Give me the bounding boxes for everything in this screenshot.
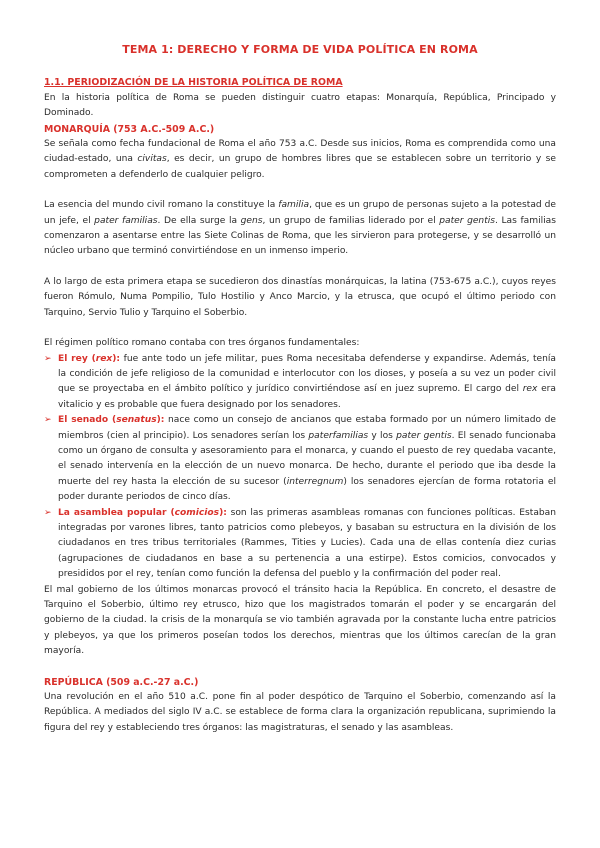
arrow-bullet-icon: ➢ xyxy=(44,353,52,364)
organs-list xyxy=(44,352,556,583)
republica-heading: REPÚBLICA (509 a.C.-27 a.C.) xyxy=(44,676,199,688)
list-item-rey: ➢ El rey (rex): fue ante todo un jefe militar, pues Roma necesitaba defenderse y expandirse. Además, tenía la condición de jefe religioso de la comunidad e interlocutor con los dioses, y poseía a su vez un poder civil que se proyectaba en el ámbito político y jurídico convirtiéndose así en juez supremo. El cargo del rex era vitalicio y es probable que fuera designado por los senadores. xyxy=(44,353,557,410)
monarquia-paragraph-3: A lo largo de esta primera etapa se sucedieron dos dinastías monárquicas, la latina (753-675 a.C.), cuyos reyes fueron Rómulo, Numa Pompilio, Tulo Hostilio y Anco Marcio, y la etrusca, que ocupó el último periodo con Tarquino, Servio Tulio y Tarquino el Soberbio. xyxy=(44,276,556,318)
monarquia-heading: MONARQUÍA (753 A.C.-509 A.C.) xyxy=(44,123,215,135)
term-rey: El rey (rex): xyxy=(58,353,121,364)
republica-paragraph-1: Una revolución en el año 510 a.C. pone fin al poder despótico de Tarquino el Soberbio, comenzando así la República. A mediados del siglo IV a.C. se establece de forma clara la organización republicana, suprimiendo la figura del rey y estableciendo tres órganos: las magistraturas, el senado y las asambleas. xyxy=(44,692,556,733)
arrow-bullet-icon: ➢ xyxy=(44,415,52,426)
document-title: TEMA 1: DERECHO Y FORMA DE VIDA POLÍTICA EN ROMA xyxy=(122,43,478,56)
monarquia-paragraph-1: Se señala como fecha fundacional de Roma el año 753 a.C. Desde sus inicios, Roma es comprendida como una ciudad-estado, una civitas, es decir, un grupo de hombres libres que se establecen sobre un territorio y se comprometen a defenderlo de cualquier peligro. xyxy=(44,139,556,180)
list-item-senado: ➢ El senado (senatus): nace como un consejo de ancianos que estaba formado por un número limitado de miembros (cien al principio). Los senadores serían los paterfamilias y los pater gentis. El senado funcionaba como un órgano de consulta y asesoramiento para el monarca, y cuando el puesto de rey quedaba vacante, el senado intervenía en la elección de un nuevo monarca. De hecho, durante el periodo que iba desde la muerte del rey hasta la elección de su sucesor (interregnum) los senadores ejercían de forma rotatoria el poder durante periodos de cinco días. xyxy=(44,415,556,503)
monarquia-paragraph-2: La esencia del mundo civil romano la constituye la familia, que es un grupo de personas sujeto a la potestad de un jefe, el pater familias. De ella surge la gens, un grupo de familias liderado por el pater gentis. Las familias comenzaron a asentarse entre las Siete Colinas de Roma, que les sirvieron para protegerse, y se desarrolló un núcleo urbano que terminó convirtiéndose en un inmenso imperio. xyxy=(44,200,557,257)
section-intro: En la historia política de Roma se pueden distinguir cuatro etapas: Monarquía, República, Principado y Dominado. xyxy=(44,92,556,119)
organs-intro: El régimen político romano contaba con tres órganos fundamentales: xyxy=(44,338,360,349)
term-asamblea: La asamblea popular (comicios): xyxy=(58,507,227,518)
monarquia-closing: El mal gobierno de los últimos monarcas provocó el tránsito hacia la República. En concreto, el desastre de Tarquino el Soberbio, último rey etrusco, hizo que los magistrados tomarán el poder y se encargarán del gobierno de la ciudad. la crisis de la monarquía se vio también agravada por la constante lucha entre patricios y plebeyos, ya que los primeros poseían todos los derechos, mientras que los últimos carecían de la gran mayoría. xyxy=(44,584,556,657)
list-item-asamblea: ➢ La asamblea popular (comicios): son las primeras asambleas romanas con funciones políticas. Estaban integradas por varones libres, tanto patricios como plebeyos, y basaban su estructura en la división de los ciudadanos en tres tribus territoriales (Rammes, Tities y Lucies). Cada una de ellas contenía diez curias (agrupaciones de ciudadanos en base a su pertenencia a una estirpe). Estos comicios, convocados y presididos por el rey, tenían como función la defensa del pueblo y la confirmación del poder real. xyxy=(44,507,557,580)
term-senado: El senado (senatus): xyxy=(58,415,165,426)
section-heading: 1.1. PERIODIZACIÓN DE LA HISTORIA POLÍTICA DE ROMA xyxy=(44,77,343,89)
arrow-bullet-icon: ➢ xyxy=(44,507,52,518)
